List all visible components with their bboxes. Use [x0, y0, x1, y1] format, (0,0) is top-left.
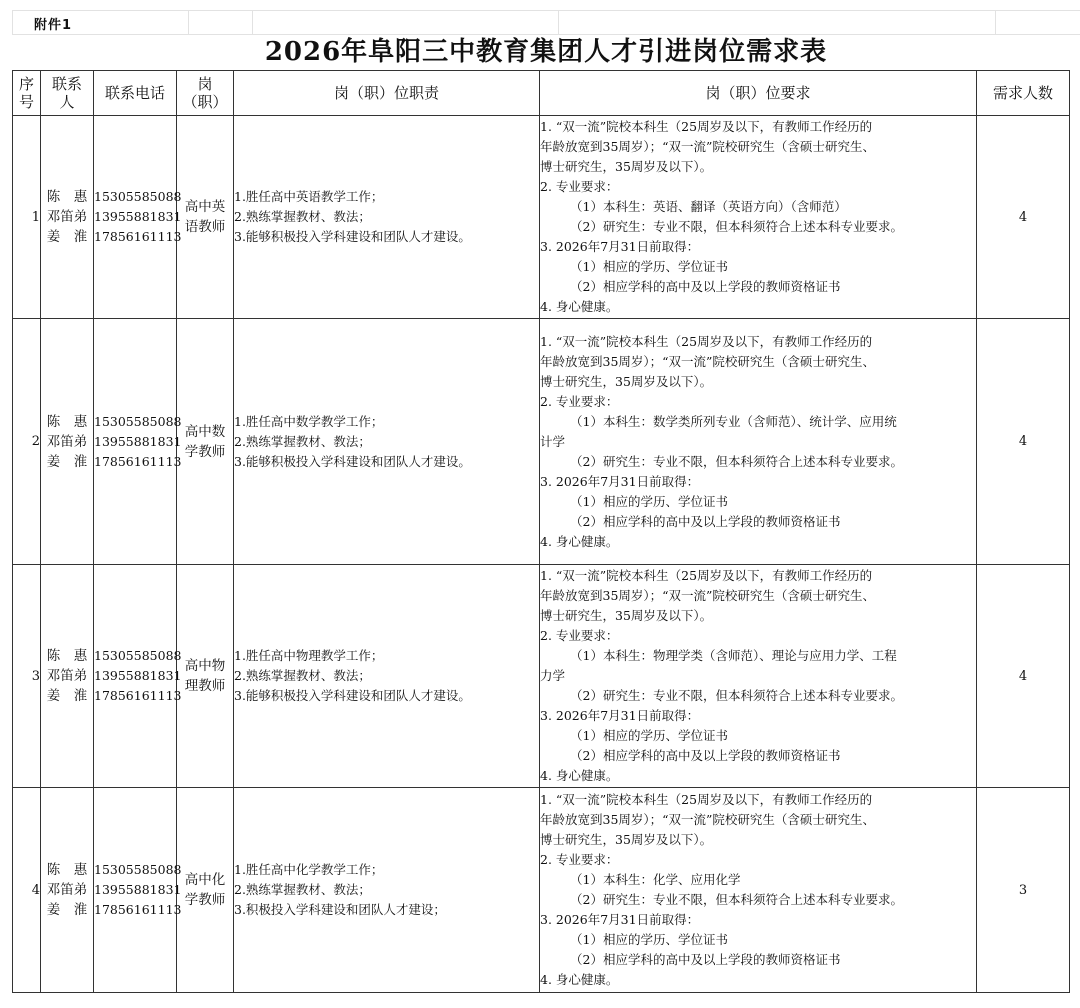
header-requirements: 岗（职）位要求 — [540, 71, 977, 116]
header-duty: 岗（职）位职责 — [234, 71, 540, 116]
demand-count: 4 — [977, 116, 1070, 319]
grid-line — [252, 10, 253, 34]
demand-count: 4 — [977, 565, 1070, 788]
contact-phones: 15305585088 13955881831 17856161113 — [94, 565, 177, 788]
header-phone: 联系电话 — [94, 71, 177, 116]
contact-phones: 15305585088 13955881831 17856161113 — [94, 788, 177, 993]
grid-line — [188, 10, 189, 34]
table-header-row — [13, 71, 1070, 116]
post-requirements: 1. “双一流”院校本科生（25周岁及以下，有教师工作经历的 年龄放宽到35周岁）；“双一流”院校研究生（含硕士研究生、 博士研究生，35周岁及以下）。 2. 专业要求： （1）本科生：化学、应用化学 （2）研究生：专业不限，但本科须符合上述本科专业要求。 3. 2026年7月31日前取得： （1）相应的学历、学位证书 （2）相应学科的高中及以上学段的教师资格证书 4. 身心健康。 — [540, 788, 977, 993]
table-row — [13, 116, 1070, 319]
contact-names: 陈 惠 邓笛弟 姜 淮 — [41, 565, 94, 788]
row-seq: 1 — [13, 116, 41, 319]
table-row — [13, 788, 1070, 993]
row-seq: 3 — [13, 565, 41, 788]
contact-names: 陈 惠 邓笛弟 姜 淮 — [41, 788, 94, 993]
post-requirements: 1. “双一流”院校本科生（25周岁及以下，有教师工作经历的 年龄放宽到35周岁）；“双一流”院校研究生（含硕士研究生、 博士研究生，35周岁及以下）。 2. 专业要求： （1）本科生：英语、翻译（英语方向）（含师范） （2）研究生：专业不限，但本科须符合上述本科专业要求。 3. 2026年7月31日前取得： （1）相应的学历、学位证书 （2）相应学科的高中及以上学段的教师资格证书 4. 身心健康。 — [540, 116, 977, 319]
post-duties: 1.胜任高中英语教学工作； 2.熟练掌握教材、教法； 3.能够积极投入学科建设和团队人才建设。 — [234, 116, 540, 319]
post-requirements: 1. “双一流”院校本科生（25周岁及以下，有教师工作经历的 年龄放宽到35周岁）；“双一流”院校研究生（含硕士研究生、 博士研究生，35周岁及以下）。 2. 专业要求： （1）本科生：数学类所列专业（含师范）、统计学、应用统 计学 （2）研究生：专业不限，但本科须符合上述本科专业要求。 3. 2026年7月31日前取得： （1）相应的学历、学位证书 （2）相应学科的高中及以上学段的教师资格证书 4. 身心健康。 — [540, 319, 977, 565]
post-name: 高中英 语教师 — [177, 116, 234, 319]
header-count: 需求人数 — [977, 71, 1070, 116]
header-contact: 联系 人 — [41, 71, 94, 116]
post-name: 高中物 理教师 — [177, 565, 234, 788]
requirements-table — [12, 70, 1070, 993]
post-name: 高中化 学教师 — [177, 788, 234, 993]
row-seq: 2 — [13, 319, 41, 565]
post-duties: 1.胜任高中化学教学工作； 2.熟练掌握教材、教法； 3.积极投入学科建设和团队人才建设； — [234, 788, 540, 993]
table-row — [13, 565, 1070, 788]
header-seq: 序 号 — [13, 71, 41, 116]
post-requirements: 1. “双一流”院校本科生（25周岁及以下，有教师工作经历的 年龄放宽到35周岁）；“双一流”院校研究生（含硕士研究生、 博士研究生，35周岁及以下）。 2. 专业要求： （1）本科生：物理学类（含师范）、理论与应用力学、工程 力学 （2）研究生：专业不限，但本科须符合上述本科专业要求。 3. 2026年7月31日前取得： （1）相应的学历、学位证书 （2）相应学科的高中及以上学段的教师资格证书 4. 身心健康。 — [540, 565, 977, 788]
contact-phones: 15305585088 13955881831 17856161113 — [94, 116, 177, 319]
page-title: 2026年阜阳三中教育集团人才引进岗位需求表 — [264, 37, 828, 67]
grid-line — [12, 10, 1080, 11]
contact-names: 陈 惠 邓笛弟 姜 淮 — [41, 116, 94, 319]
demand-count: 4 — [977, 319, 1070, 565]
annex-label: 附件1 — [34, 18, 73, 33]
table-row — [13, 319, 1070, 565]
grid-line — [12, 34, 1080, 35]
grid-line — [995, 10, 996, 34]
post-duties: 1.胜任高中物理教学工作； 2.熟练掌握教材、教法； 3.能够积极投入学科建设和团队人才建设。 — [234, 565, 540, 788]
row-seq: 4 — [13, 788, 41, 993]
contact-phones: 15305585088 13955881831 17856161113 — [94, 319, 177, 565]
header-post: 岗 （职） — [177, 71, 234, 116]
grid-line — [558, 10, 559, 34]
post-duties: 1.胜任高中数学教学工作； 2.熟练掌握教材、教法； 3.能够积极投入学科建设和团队人才建设。 — [234, 319, 540, 565]
contact-names: 陈 惠 邓笛弟 姜 淮 — [41, 319, 94, 565]
post-name: 高中数 学教师 — [177, 319, 234, 565]
demand-count: 3 — [977, 788, 1070, 993]
grid-line — [12, 10, 13, 34]
